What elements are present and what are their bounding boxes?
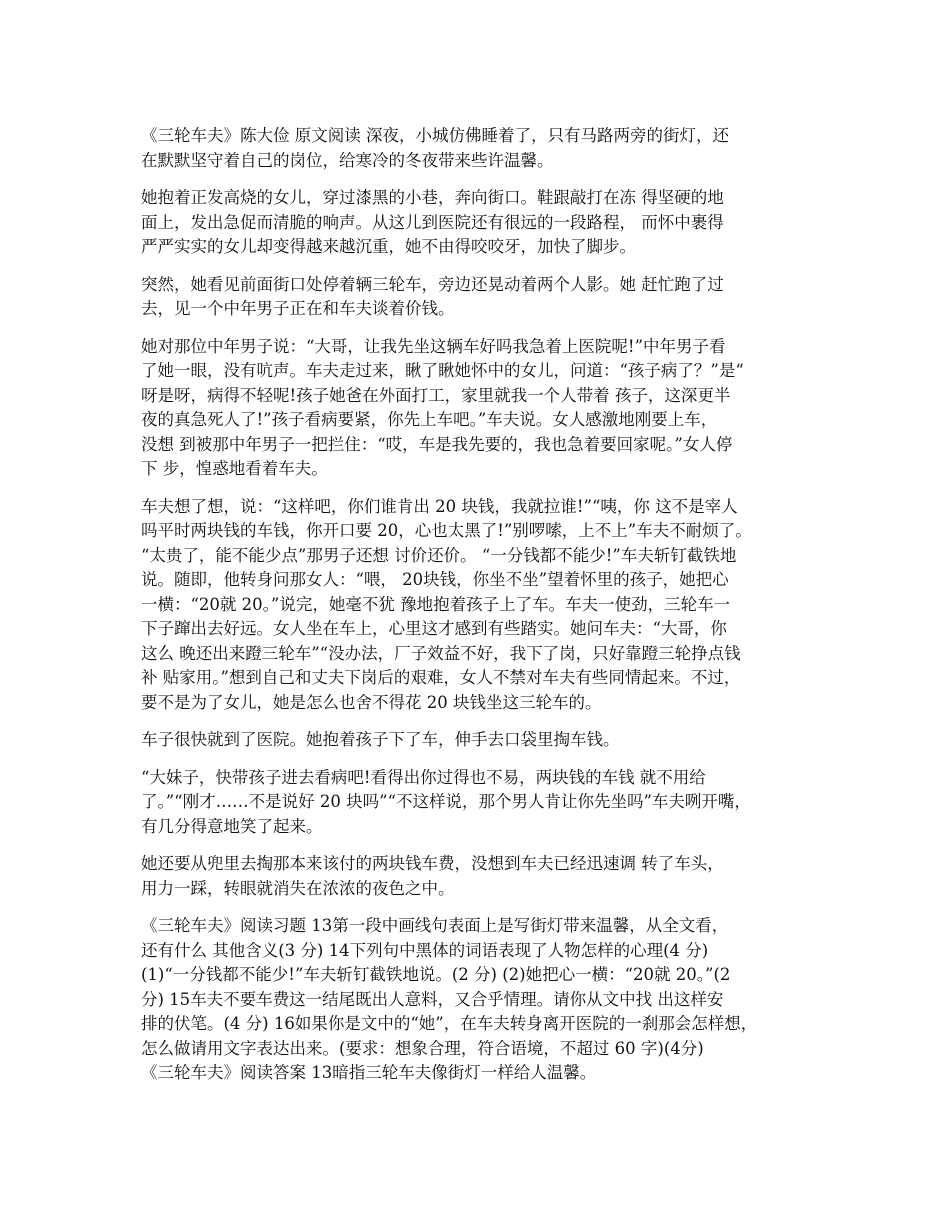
paragraph: [141, 273, 824, 322]
text-line: 下 步，惶惑地看着车夫。: [141, 459, 328, 478]
text-line: 这么 晚还出来蹬三轮车”“没办法，厂子效益不好，我下了岗，只好靠蹬三轮挣点钱: [141, 643, 741, 663]
text-line: 怎么做请用文字表达出来。(要求：想象合理，符合语境，不超过 60 字)(4分): [141, 1038, 704, 1058]
text-line: 有几分得意地笑了起来。: [141, 816, 323, 836]
text-line: 突然，她看见前面街口处停着辆三轮车，旁边还晃动着两个人影。她 赶忙跑了过: [141, 274, 724, 294]
text-line: 《三轮车夫》阅读答案 13暗指三轮车夫像街灯一样给人温馨。: [141, 1063, 597, 1082]
paragraph: [141, 852, 824, 901]
text-line: 说。随即，他转身问那女人：“喂， 20块钱，你坐不坐”望着怀里的孩子，她把心: [141, 570, 729, 589]
text-line: 车夫想了想，说：“这样吧，你们谁肯出 20 块钱，我就拉谁!”“咦，你 这不是宰人: [141, 496, 738, 516]
text-line: 去，见一个中年男子正在和车夫谈着价钱。: [141, 299, 455, 318]
document-body: [141, 124, 824, 1099]
text-line: 车子很快就到了医院。她抱着孩子下了车，伸手去口袋里掏车钱。: [141, 730, 620, 749]
text-line: 没想 到被那中年男子一把拦住：“哎，车是我先要的，我也急着要回家呢。”女人停: [141, 434, 733, 454]
text-line: 她还要从兜里去掏那本来该付的两块钱车费，没想到车夫已经迅速调 转了车头，: [141, 854, 724, 873]
paragraph: [141, 335, 824, 482]
text-line: 一横：“20就 20。”说完，她毫不犹 豫地抱着孩子上了车。车夫一使劲，三轮车一: [141, 594, 731, 614]
paragraph: [141, 495, 824, 716]
text-line: 吗平时两块钱的车钱，你开口要 20，心也太黑了!”别啰嗦，上不上”车夫不耐烦了。: [141, 521, 752, 540]
text-line: “太贵了，能不能少点”那男子还想 讨价还价。 “一分钱都不能少!”车夫斩钉截铁地: [141, 545, 737, 565]
text-line: 了。”“刚才……不是说好 20 块吗”“不这样说，那个男人肯让你先坐吗”车夫咧开嘴，: [141, 792, 751, 811]
text-line: 呀是呀，病得不轻呢!孩子她爸在外面打工，家里就我一个人带着 孩子，这深更半: [141, 385, 731, 405]
text-line: 《三轮车夫》阅读习题 13第一段中画线句表面上是写街灯带来温馨，从全文看，: [141, 916, 729, 935]
text-line: “大妹子，快带孩子进去看病吧!看得出你过得也不易，两块钱的车钱 就不用给: [141, 767, 706, 787]
text-line: 用力一踩，转眼就消失在浓浓的夜色之中。: [141, 878, 455, 898]
paragraph: [141, 766, 824, 840]
text-line: 要不是为了女儿，她是怎么也舍不得花 20 块钱坐这三轮车的。: [141, 692, 602, 712]
text-line: 严严实实的女儿却变得越来越沉重，她不由得咬咬牙，加快了脚步。: [141, 237, 636, 256]
text-line: 分) 15车夫不要车费这一结尾既出人意料，又合乎情理。请你从文中找 出这样安: [141, 989, 724, 1009]
paragraph: [141, 186, 824, 260]
text-line: 夜的真急死人了!”孩子看病要紧，你先上车吧。”车夫说。女人感激地刚要上车，: [141, 410, 718, 429]
paragraph: [141, 124, 824, 173]
text-line: 排的伏笔。(4 分) 16如果你是文中的“她”，在车夫转身离开医院的一刹那会怎样想，: [141, 1014, 758, 1033]
text-line: 《三轮车夫》陈大俭 原文阅读 深夜，小城仿佛睡着了，只有马路两旁的街灯，还: [141, 126, 729, 145]
text-line: 她抱着正发高烧的女儿，穿过漆黑的小巷，奔向街口。鞋跟敲打在冻 得坚硬的地: [141, 188, 724, 207]
text-line: 下子蹿出去好远。女人坐在车上，心里这才感到有些踏实。她问车夫：“大哥，你: [141, 619, 727, 638]
text-line: 还有什么 其他含义(3 分) 14下列句中黑体的词语表现了人物怎样的心理(4 分): [141, 940, 709, 960]
text-line: 了她一眼，没有吭声。车夫走过来，瞅了瞅她怀中的女儿，问道：“孩子病了？”是“: [141, 361, 744, 380]
text-line: 在默默坚守着自己的岗位，给寒冷的冬夜带来些许温馨。: [141, 150, 554, 170]
text-line: 她对那位中年男子说：“大哥，让我先坐这辆车好吗我急着上医院呢!”中年男子看: [141, 336, 726, 356]
text-line: (1)“一分钱都不能少!”车夫斩钉截铁地说。(2 分) (2)她把心一横：“20就 20。”(2: [141, 965, 731, 984]
text-line: 面上，发出急促而清脆的响声。从这儿到医院还有很远的一段路程， 而怀中裹得: [141, 212, 724, 232]
text-line: 补 贴家用。”想到自己和丈夫下岗后的艰难，女人不禁对车夫有些同情起来。不过，: [141, 668, 741, 687]
paragraph: [141, 914, 824, 1086]
paragraph: [141, 728, 824, 753]
